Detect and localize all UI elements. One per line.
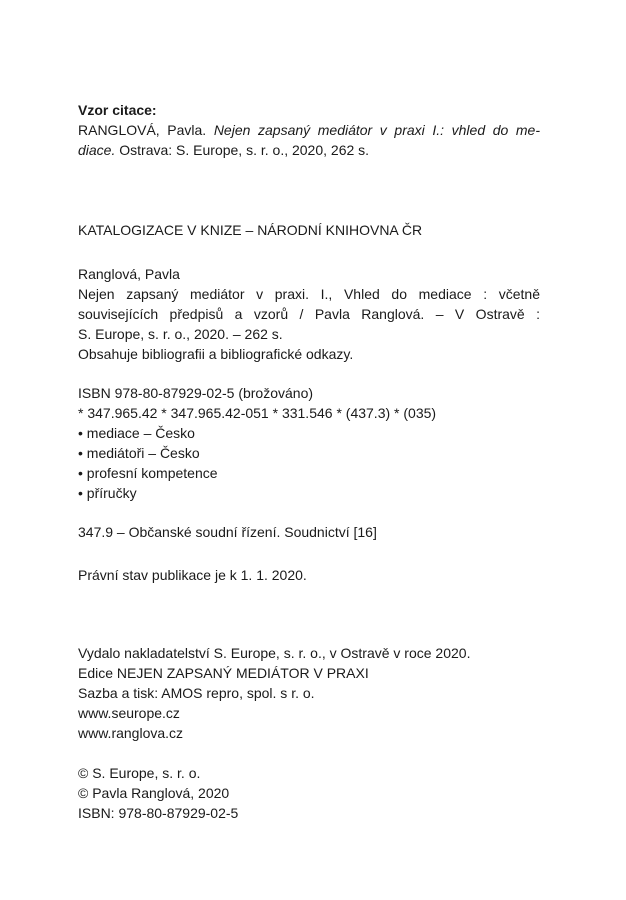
catalog-desc-line-2: souvisejících předpisů a vzorů / Pavla Ranglová. – V Ostravě : (78, 306, 540, 322)
citation-publisher: Ostrava: S. Europe, s. r. o., 2020, 262 s. (119, 142, 370, 158)
catalog-heading-block (78, 220, 422, 240)
catalog-codes: * 347.965.42 * 347.965.42-051 * 331.546 * (437.3) * (035) (78, 405, 437, 421)
subject-item: • profesní kompetence (78, 463, 436, 483)
imprint-series: Edice NEJEN ZAPSANÝ MEDIÁTOR V PRAXI (78, 665, 369, 681)
catalog-subjects-block (78, 383, 436, 503)
subject-item: • mediace – Česko (78, 423, 436, 443)
legal-state-block (78, 565, 307, 585)
citation-title-part1: Nejen zapsaný mediátor v praxi I.: vhled do me- (213, 122, 540, 138)
copyright-publisher: © S. Europe, s. r. o. (78, 765, 201, 781)
catalog-classification: 347.9 – Občanské soudní řízení. Soudnictví [16] (78, 524, 377, 540)
catalog-desc-line-3: S. Europe, s. r. o., 2020. – 262 s. (78, 326, 283, 342)
citation-line-1 (78, 120, 540, 140)
citation-block (78, 100, 540, 160)
catalog-heading: KATALOGIZACE V KNIZE – NÁRODNÍ KNIHOVNA ČR (78, 222, 423, 238)
subject-item: • mediátoři – Česko (78, 443, 436, 463)
catalog-desc-line-1: Nejen zapsaný mediátor v praxi. I., Vhled do mediace : včetně (78, 286, 540, 302)
imprint-print: Sazba a tisk: AMOS repro, spol. s r. o. (78, 685, 315, 701)
imprint-block (78, 643, 470, 743)
imprint-published: Vydalo nakladatelství S. Europe, s. r. o., v Ostravě v roce 2020. (78, 645, 471, 661)
catalog-author: Ranglová, Pavla (78, 266, 180, 282)
citation-author: RANGLOVÁ, Pavla. (78, 122, 207, 138)
classification-block (78, 522, 377, 542)
citation-line-2 (78, 140, 540, 160)
copyright-author: © Pavla Ranglová, 2020 (78, 785, 230, 801)
imprint-web-1: www.seurope.cz (78, 705, 180, 721)
catalog-note: Obsahuje bibliografii a bibliografické odkazy. (78, 346, 354, 362)
imprint-web-2: www.ranglova.cz (78, 725, 184, 741)
imprint-isbn: ISBN: 978-80-87929-02-5 (78, 805, 239, 821)
catalog-isbn: ISBN 978-80-87929-02-5 (brožováno) (78, 385, 314, 401)
citation-heading: Vzor citace: (78, 102, 157, 118)
copyright-block (78, 763, 238, 823)
legal-state: Právní stav publikace je k 1. 1. 2020. (78, 567, 307, 583)
catalog-record (78, 264, 540, 364)
citation-title-part2: diace. (78, 142, 116, 158)
subject-item: • příručky (78, 483, 436, 503)
